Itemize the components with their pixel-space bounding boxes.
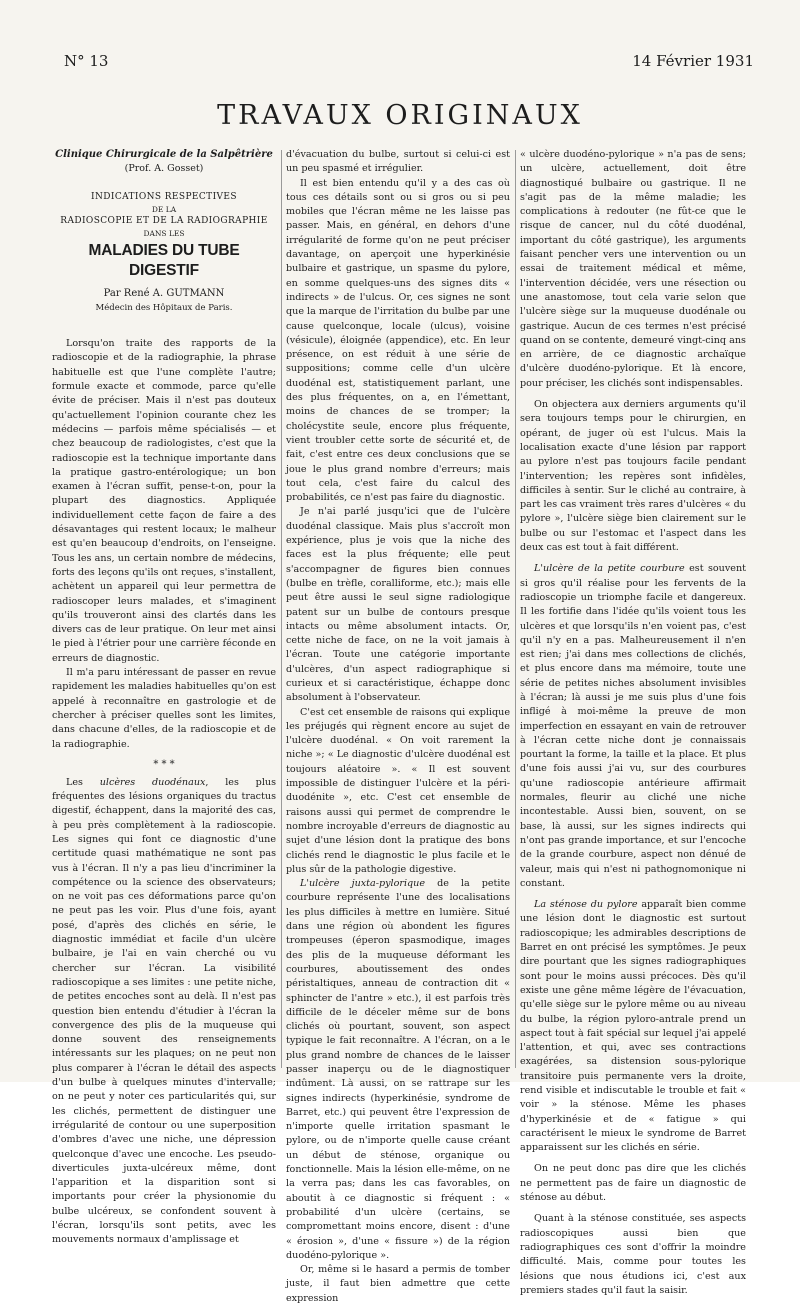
article-title: MALADIES DU TUBE DIGESTIF (88, 241, 240, 279)
issue-date: 14 Février 1931 (632, 52, 754, 70)
paragraph: Quant à la sténose constituée, ses aspects radioscopiques aussi bien que radiographiques ces sont d'offrir la moindre difficulté. Mais, comme pour toutes les lésions que nous étudions ici, c'est aux premiers stades qu'il faut la saisir. (520, 1213, 746, 1296)
section-title: TRAVAUX ORIGINAUX (217, 100, 583, 131)
issue-number: N° 13 (64, 52, 109, 70)
paragraph-text: , les plus fréquentes des lésions organiques du tractus digestif, échappent, dans la majorité des cas, à peu près complètement à la radioscopie. Les signes qui font ce diagnostic d'une certitude quasi mathématique ne sont pas vus à l'écran. Il n'y a pas lieu d'incriminer la compétence ou la science des observateurs; on ne voit pas ces déformations parce qu'on ne peut pas les voir. Plus d'une fois, ayant posé, d'après des clichés en série, le diagnostic immédiat et facile d'un ulcère bulbaire, je l'ai en vain cherché ou vu chercher sur l'écran. La visibilité radioscopique a ses limites : une petite niche, de petites encoches sont au delà. Il n'est pas question bien entendu d'étudier à l'écran la convergence des plis de la muqueuse qui donne souvent des renseignements intéressants sur les plaques; on ne peut non plus comparer à l'écran le détail des aspects d'un bulbe à quelques minutes d'intervalle; on ne peut y noter ces particularités qui, sur les clichés, permettent de distinguer une irrégularité de contour ou une superposition d'ombres d'avec une niche, une dépression quelconque d'avec une encoche. Les pseudo-diverticules juxta-ulcéreux même, dont l'apparition et la disparition sont si importants pour créer la physionomie du bulbe ulcéreux, se confondent souvent à l'écran, lorsqu'ils sont petits, avec les mouvements normaux d'amplissage et (52, 776, 276, 1246)
paragraph: « ulcère duodéno-pylorique » n'a pas de sens; un ulcère, actuellement, doit être diagnostiqué bulbaire ou gastrique. Il ne s'agit pas de la même maladie; les complications à redouter (ne fût-ce que le risque de cancer, nul du côté duodénal, important du côté gastrique), les arguments faisant pencher vers une intervention ou un essai de traitement médical et même, l'intervention décidée, vers une résection ou une anastomose, tout cela varie selon que l'ulcère siège sur la muqueuse duodénale ou gastrique. Aucun de ces termes n'est précisé quand on se contente, demeuré vingt-cinq ans en arrière, de ce diagnostic archaïque d'ulcère duodéno-pylorique. Et là encore, pour préciser, les clichés sont indispensables. (520, 149, 746, 389)
author-name: Par René A. GUTMANN (103, 287, 225, 299)
emphasis: L'ulcère juxta-pylorique (300, 878, 426, 890)
paragraph (52, 776, 276, 1248)
paragraph-text: est souvent si gros qu'il réalise pour les fervents de la radioscopie un triomphe facile et dangereux. Il les fortifie dans l'idée qu'ils voient tous les ulcères et que lorsqu'ils n'en voient pas, c'est qu'il n'y en a pas. Malheureusement il n'en est rien; j'ai dans mes collections de clichés, et plus encore dans ma mémoire, toute une série de petites niches absolument invisibles à l'écran; là aussi je me suis plus d'une fois infligé à moi-même la preuve de mon imperfection en essayant en vain de retrouver à l'écran cette niche dont je connaissais pourtant la forme, la taille et la place. Et plus d'une fois aussi j'ai vu, sur des courbures qu'une radioscopie antérieure affirmait normales, fleurir au cliché une niche incontestable. Aussi bien, souvent, on se base, là aussi, sur les signes indirects qui n'ont pas grande importance, et sur l'encoche de la grande courbure, aspect non dénué de valeur, mais qui n'est ni pathognomonique ni constant. (520, 563, 746, 889)
paragraph (520, 898, 746, 1155)
paragraph-text: de la petite courbure représente l'une des localisations les plus difficiles à mettre en lumière. Situé dans une région où abondent les figures trompeuses (éperon spasmodique, images des plis de la muqueuse déformant les courbures, aboutissement des ondes péristaltiques, anneau de contraction dit « sphincter de l'antre » etc.), il est parfois très difficile de le déceler même sur de bons clichés où pourtant, souvent, son aspect typique le fait reconnaître. A l'écran, on a le plus grand nombre de chances de le laisser passer inaperçu ou de le diagnostiquer indûment. Là aussi, on se rattrape sur les signes indirects (hyperkinésie, syndrome de Barret, etc.) qui peuvent être l'expression de n'importe quelle irritation spasmant le pylore, ou de n'importe quelle cause créant un début de sténose, organique ou fonctionnelle. Mais la lésion elle-même, on ne la verra pas; dans les cas favorables, on aboutit à ce diagnostic si fréquent : « probabilité d'un ulcère (certains, se compromettant moins encore, disent : d'une « érosion », d'une « fissure ») de la région duodéno-pylorique ». (286, 878, 511, 1261)
column-rule-2 (515, 150, 516, 1068)
paragraph (520, 562, 746, 891)
heading-line-2: DE LA (151, 204, 177, 214)
professor-name: (Prof. A. Gosset) (124, 163, 204, 175)
paragraph: On ne peut donc pas dire que les clichés ne permettent pas de faire un diagnostic de sténose au début. (520, 1163, 746, 1204)
paragraph: Je n'ai parlé jusqu'ici que de l'ulcère duodénal classique. Mais plus s'accroît mon expérience, plus je vois que la niche des faces est la plus fréquente; elle peut s'accompagner de figures bien connues (bulbe en trèfle, coralliforme, etc.); mais elle peut être aussi le seul signe radiologique patent sur un bulbe de contours presque intacts ou même absolument intacts. Or, cette niche de face, on ne la voit jamais à l'écran. Toute une catégorie importante d'ulcères, d'un aspect radiographique si curieux et si caractéristique, échappe donc absolument à l'observateur. (286, 506, 510, 704)
paragraph: Il m'a paru intéressant de passer en revue rapidement les maladies habituelles qu'on est appelé à reconnaître en gastrologie et de chercher à préciser quelles sont les limites, dans chacune d'elles, de la radioscopie et de la radiographie. (52, 667, 276, 750)
paragraph: Il est bien entendu qu'il y a des cas où tous ces détails sont ou si gros ou si peu mobiles que l'écran même ne les laisse pas passer. Mais, en général, en dehors d'une irrégularité de forme qu'on ne peut préciser davantage, on aperçoit une hyperkinésie bulbaire et gastrique, un spasme du pylore, en somme quelques-uns des signes dits « indirects » de l'ulcus. Or, ces signes ne sont que la marque de l'irritation du bulbe par une cause quelconque, locale (ulcus), voisine (vésicule), éloignée (appendice), etc. En leur présence, on est réduit à une série de suppositions; comme celle d'un ulcère duodénal est, statistiquement parlant, une des plus fréquentes, on a, en l'émettant, moins de chances de se tromper; la cholécystite seule, encore plus fréquente, vient troubler cette sorte de sécurité et, de fait, c'est entre ces deux conclusions que se joue le plus grand nombre d'erreurs; mais tout cela, c'est faire du calcul des probabilités, ce n'est pas faire du diagnostic. (286, 177, 510, 504)
column-2 (286, 148, 511, 1304)
column-rule-1 (281, 150, 282, 1068)
paragraph: d'évacuation du bulbe, surtout si celui-ci est un peu spasmé et irrégulier. (286, 149, 510, 175)
author-title: Médecin des Hôpitaux de Paris. (95, 302, 233, 313)
column-1 (52, 148, 276, 1246)
paragraph: C'est cet ensemble de raisons qui explique les préjugés qui règnent encore au sujet de l'ulcère duodénal. « On voit rarement la niche »; « Le diagnostic d'ulcère duodénal est toujours aléatoire ». « Il est souvent impossible de distinguer l'ulcère et la péri-duodénite », etc. C'est cet ensemble de raisons aussi qui permet de comprendre le nombre incroyable d'erreurs de diagnostic au sujet d'une lésion dont la pratique des bons clichés rend le diagnostic le plus facile et le plus sûr de la pathologie digestive. (286, 706, 510, 875)
clinic-name: Clinique Chirurgicale de la Salpêtrière (55, 149, 273, 160)
paragraph: Or, même si le hasard a permis de tomber juste, il faut bien admettre que cette expression (286, 1264, 510, 1304)
section-separator: * * * (153, 758, 175, 770)
emphasis: La sténose du pylore (534, 899, 638, 911)
heading-line-3: RADIOSCOPIE ET DE LA RADIOGRAPHIE (60, 215, 268, 226)
column-3 (520, 148, 746, 1296)
paragraph-text: apparaît bien comme une lésion dont le diagnostic est surtout radioscopique; les admirables descriptions de Barret en ont précisé les symptômes. Je peux dire pourtant que les signes radiographiques sont pour le moins aussi précoces. Dès qu'il existe une gêne même légère de l'évacuation, qu'elle siège sur le pylore même ou au niveau du bulbe, la région pyloro-antrale prend un aspect tout à fait spécial sur lequel j'ai appelé l'attention, et qui, avec ses contractions exagérées, sa distension sous-pylorique transitoire puis permanente vers la droite, rend visible et indiscutable le trouble et fait « voir » la sténose. Même les phases d'hyperkinésie et de « fatigue » qui caractérisent le mieux le syndrome de Barret apparaissent sur les clichés en série. (520, 899, 746, 1154)
paragraph-lead: Les (66, 776, 100, 788)
heading-line-1: INDICATIONS RESPECTIVES (91, 191, 237, 202)
paragraph: Lorsqu'on traite des rapports de la radioscopie et de la radiographie, la phrase habituelle est que l'une complète l'autre; formule exacte et commode, parce qu'elle évite de préciser. Mais il n'est pas douteux qu'actuellement l'opinion courante chez les médecins — parfois même spécialisés — et chez beaucoup de radiologistes, c'est que la radioscopie est la technique importante dans la pratique gastro-entérologique; un bon examen à l'écran suffit, pense-t-on, pour la plupart des diagnostics. Appliquée individuellement cette façon de faire a des désavantages qui restent locaux; le malheur est qu'en beaucoup d'endroits, on l'enseigne. Tous les ans, un certain nombre de médecins, forts des leçons qu'ils ont reçues, s'installent, achètent un appareil qui leur permettra de radioscoper leurs malades, et s'imaginent qu'ils trouveront ainsi des clartés dans les divers cas de leur pratique. On leur met ainsi le pied à l'étrier pour une carrière féconde en erreurs de diagnostic. (52, 338, 276, 664)
emphasis: L'ulcère de la petite courbure (534, 563, 685, 575)
emphasis: ulcères duodénaux (99, 776, 206, 788)
paragraph: On objectera aux derniers arguments qu'il sera toujours temps pour le chirurgien, en opérant, de juger où est l'ulcus. Mais la localisation exacte d'une lésion par rapport au pylore n'est pas toujours facile pendant l'intervention; les repères sont infidèles, difficiles à sentir. Sur le cliché au contraire, à part les cas vraiment très rares d'ulcères « du pylore », l'ulcère siège bien clairement sur le bulbe ou sur l'estomac et l'aspect dans les deux cas est tout à fait différent. (520, 399, 746, 554)
heading-line-4: DANS LES (143, 228, 185, 238)
paragraph (286, 877, 510, 1263)
